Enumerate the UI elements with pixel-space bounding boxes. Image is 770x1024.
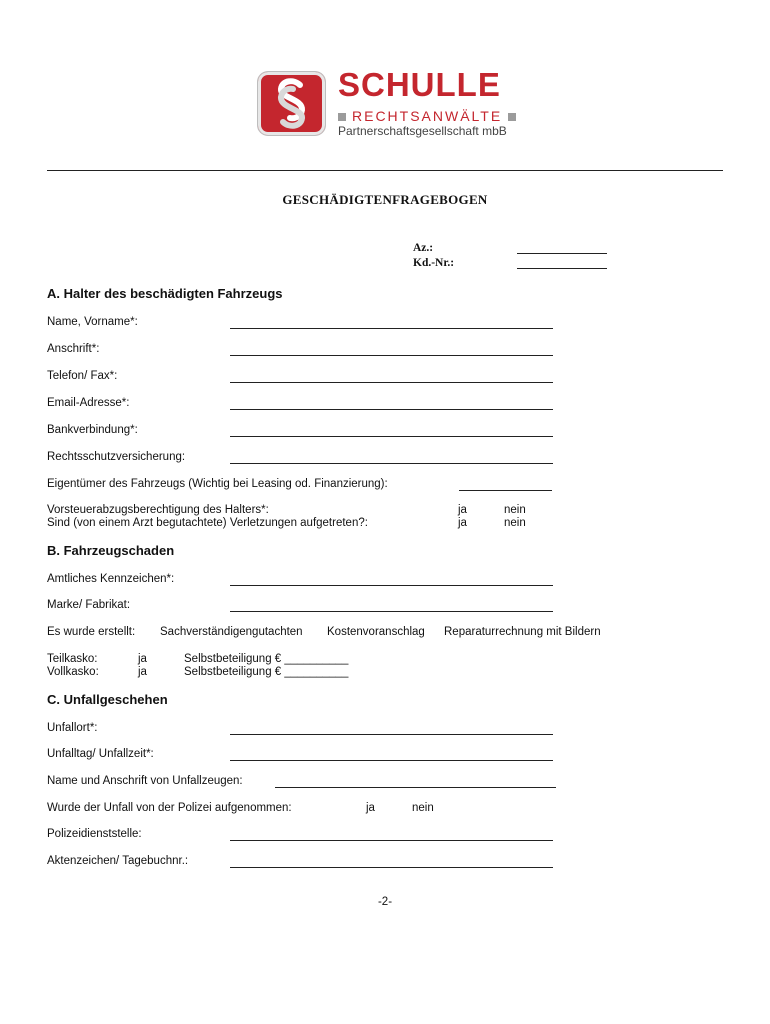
cost-estimate-option[interactable]: Kostenvoranschlag <box>327 626 425 638</box>
full-cover-yes-option[interactable]: ja <box>138 666 147 678</box>
expert-report-option[interactable]: Sachverständigengutachten <box>160 626 303 638</box>
tax-yes-option[interactable]: ja <box>458 504 467 516</box>
header-divider <box>47 170 723 171</box>
kd-nr-label: Kd.-Nr.: <box>413 257 455 269</box>
law-firm-logo-badge <box>258 72 325 135</box>
plate-field[interactable] <box>230 585 553 586</box>
accident-place-field[interactable] <box>230 734 553 735</box>
tax-question: Vorsteuerabzugsberechtigung des Halters*: <box>47 504 269 516</box>
plate-label: Amtliches Kennzeichen*: <box>47 573 175 585</box>
phone-field[interactable] <box>230 382 553 383</box>
injury-no-option[interactable]: nein <box>504 517 526 529</box>
injury-yes-option[interactable]: ja <box>458 517 467 529</box>
email-field[interactable] <box>230 409 553 410</box>
full-deductible-field[interactable]: Selbstbeteiligung € __________ <box>184 666 349 678</box>
injury-question: Sind (von einem Arzt begutachtete) Verletzungen aufgetreten?: <box>47 517 368 529</box>
partial-cover-label: Teilkasko: <box>47 653 98 665</box>
name-field[interactable] <box>230 328 553 329</box>
section-a-heading: A. Halter des beschädigten Fahrzeugs <box>47 286 283 301</box>
page-number: -2- <box>377 896 393 908</box>
owner-label: Eigentümer des Fahrzeugs (Wichtig bei Leasing od. Finanzierung): <box>47 478 388 490</box>
kd-nr-field[interactable] <box>517 268 607 269</box>
file-number-label: Aktenzeichen/ Tagebuchnr.: <box>47 855 189 867</box>
witnesses-field[interactable] <box>275 787 556 788</box>
witnesses-label: Name und Anschrift von Unfallzeugen: <box>47 775 243 787</box>
owner-field[interactable] <box>459 490 552 491</box>
bank-label: Bankverbindung*: <box>47 424 138 436</box>
police-yes-option[interactable]: ja <box>366 802 375 814</box>
document-title: GESCHÄDIGTENFRAGEBOGEN <box>282 192 488 207</box>
accident-date-label: Unfalltag/ Unfallzeit*: <box>47 748 154 760</box>
firm-name: SCHULLE <box>338 66 501 103</box>
partial-cover-yes-option[interactable]: ja <box>138 653 147 665</box>
section-b-heading: B. Fahrzeugschaden <box>47 543 175 558</box>
make-field[interactable] <box>230 611 553 612</box>
az-field[interactable] <box>517 253 607 254</box>
accident-date-field[interactable] <box>230 760 553 761</box>
partial-deductible-field[interactable]: Selbstbeteiligung € __________ <box>184 653 349 665</box>
legal-insurance-label: Rechtsschutzversicherung: <box>47 451 186 463</box>
repair-invoice-option[interactable]: Reparaturrechnung mit Bildern <box>444 626 601 638</box>
az-label: Az.: <box>413 242 434 254</box>
police-question: Wurde der Unfall von der Polizei aufgenommen: <box>47 802 292 814</box>
firm-legal-form: Partnerschaftsgesellschaft mbB <box>338 124 507 138</box>
bank-field[interactable] <box>230 436 553 437</box>
accident-place-label: Unfallort*: <box>47 722 98 734</box>
section-sign-icon <box>258 72 325 135</box>
make-label: Marke/ Fabrikat: <box>47 599 131 611</box>
legal-insurance-field[interactable] <box>230 463 553 464</box>
file-number-field[interactable] <box>230 867 553 868</box>
created-label: Es wurde erstellt: <box>47 626 136 638</box>
firm-subtitle: RECHTSANWÄLTE <box>338 108 516 124</box>
tax-no-option[interactable]: nein <box>504 504 526 516</box>
address-label: Anschrift*: <box>47 343 100 355</box>
phone-label: Telefon/ Fax*: <box>47 370 118 382</box>
email-label: Email-Adresse*: <box>47 397 130 409</box>
full-cover-label: Vollkasko: <box>47 666 99 678</box>
police-no-option[interactable]: nein <box>412 802 434 814</box>
address-field[interactable] <box>230 355 553 356</box>
name-label: Name, Vorname*: <box>47 316 138 328</box>
police-station-field[interactable] <box>230 840 553 841</box>
police-station-label: Polizeidienststelle: <box>47 828 142 840</box>
section-c-heading: C. Unfallgeschehen <box>47 692 168 707</box>
